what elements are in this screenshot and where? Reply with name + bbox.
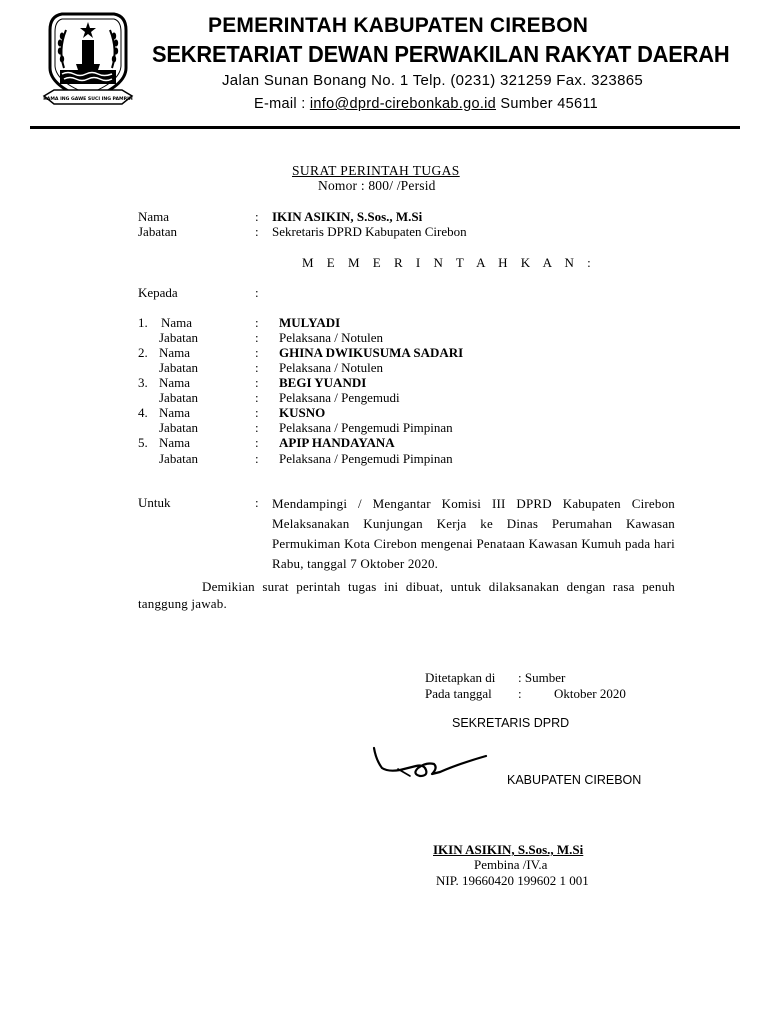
colon: : xyxy=(255,405,259,420)
colon: : xyxy=(255,420,259,435)
signer-name: IKIN ASIKIN, S.Sos., M.Si xyxy=(433,842,584,857)
letterhead-divider xyxy=(30,126,740,129)
signer-rank: Pembina /IV.a xyxy=(474,857,548,872)
issuer-position: Sekretaris DPRD Kabupaten Cirebon xyxy=(272,224,467,239)
place-value: : Sumber xyxy=(518,670,566,685)
recipient-index: 5. xyxy=(138,435,148,450)
recipient-position: Pelaksana / Pengemudi xyxy=(279,390,400,405)
signatory-region: KABUPATEN CIREBON xyxy=(507,773,642,787)
recipient-index: 4. xyxy=(138,405,148,420)
recipient-index: 2. xyxy=(138,345,148,360)
recipient-index: 1. xyxy=(138,315,148,330)
office-address: Jalan Sunan Bonang No. 1 Telp. (0231) 321259 Fax. 323865 xyxy=(222,72,643,89)
recipient-position-label: Jabatan xyxy=(159,420,198,435)
colon: : xyxy=(255,375,259,390)
place-label: Ditetapkan di xyxy=(425,670,496,685)
recipient-name: KUSNO xyxy=(279,405,326,420)
handwritten-signature-icon xyxy=(370,742,490,786)
recipient-position: Pelaksana / Pengemudi Pimpinan xyxy=(279,420,453,435)
signer-nip: NIP. 19660420 199602 1 001 xyxy=(436,873,589,888)
colon: : xyxy=(255,390,259,405)
cirebon-regency-emblem-icon xyxy=(42,10,134,110)
purpose-text: Mendampingi / Mengantar Komisi III DPRD Kabupaten Cirebon Melaksanakan Kunjungan Kerja ke Dinas Perumahan Kawasan Permukiman Kota Cirebon mengenai Penataan Kawasan Kumuh pada hari Rabu, tanggal 7 Oktober 2020. xyxy=(272,496,675,571)
colon: : xyxy=(255,451,259,466)
recipient-name: GHINA DWIKUSUMA SADARI xyxy=(279,345,464,360)
date-label: Pada tanggal xyxy=(425,686,492,701)
issuer-name: IKIN ASIKIN, S.Sos., M.Si xyxy=(272,209,423,224)
colon: : xyxy=(255,435,259,450)
commands-heading: M E M E R I N T A H K A N : xyxy=(302,255,596,270)
recipient-name: BEGI YUANDI xyxy=(279,375,367,390)
colon: : xyxy=(255,315,259,330)
recipient-position: Pelaksana / Pengemudi Pimpinan xyxy=(279,451,453,466)
office-name: SEKRETARIAT DEWAN PERWAKILAN RAKYAT DAERAH xyxy=(152,41,730,67)
colon: : xyxy=(255,285,259,300)
recipient-position-label: Jabatan xyxy=(159,390,198,405)
document-number: Nomor : 800/ /Persid xyxy=(318,178,436,193)
colon: : xyxy=(255,330,259,345)
government-name: PEMERINTAH KABUPATEN CIREBON xyxy=(208,14,589,37)
colon: : xyxy=(255,224,259,239)
issuer-position-label: Jabatan xyxy=(138,224,177,239)
recipient-name-label: Nama xyxy=(161,315,193,330)
recipient-name-label: Nama xyxy=(159,345,191,360)
colon: : xyxy=(255,209,259,224)
recipient-name-label: Nama xyxy=(159,405,191,420)
issuer-name-label: Nama xyxy=(138,209,170,224)
recipient-position: Pelaksana / Notulen xyxy=(279,360,383,375)
postal-info: Sumber 45611 xyxy=(496,96,599,112)
signatory-office: SEKRETARIS DPRD xyxy=(452,716,570,730)
office-email-line xyxy=(254,96,598,112)
recipient-name: APIP HANDAYANA xyxy=(279,435,395,450)
recipient-position-label: Jabatan xyxy=(159,360,198,375)
recipient-name-label: Nama xyxy=(159,435,191,450)
document-title: SURAT PERINTAH TUGAS xyxy=(292,163,460,178)
date-colon: : xyxy=(518,686,522,701)
purpose-label: Untuk xyxy=(138,495,171,510)
closing-paragraph: Demikian surat perintah tugas ini dibuat, untuk dilaksanakan dengan rasa penuh tanggung jawab. xyxy=(138,579,675,611)
colon: : xyxy=(255,360,259,375)
recipient-position-label: Jabatan xyxy=(159,451,198,466)
emblem-motto: RAMA ING GAWE SUCI ING PAMRIH xyxy=(43,97,133,102)
recipient-position-label: Jabatan xyxy=(159,330,198,345)
colon: : xyxy=(255,345,259,360)
recipients-label: Kepada xyxy=(138,285,178,300)
email-link[interactable]: info@dprd-cirebonkab.go.id xyxy=(309,96,497,112)
email-prefix: E-mail : xyxy=(254,96,310,112)
date-value: Oktober 2020 xyxy=(554,686,626,701)
recipient-index: 3. xyxy=(138,375,148,390)
colon: : xyxy=(255,495,259,510)
recipient-name-label: Nama xyxy=(159,375,191,390)
recipient-position: Pelaksana / Notulen xyxy=(279,330,383,345)
recipient-name: MULYADI xyxy=(279,315,341,330)
